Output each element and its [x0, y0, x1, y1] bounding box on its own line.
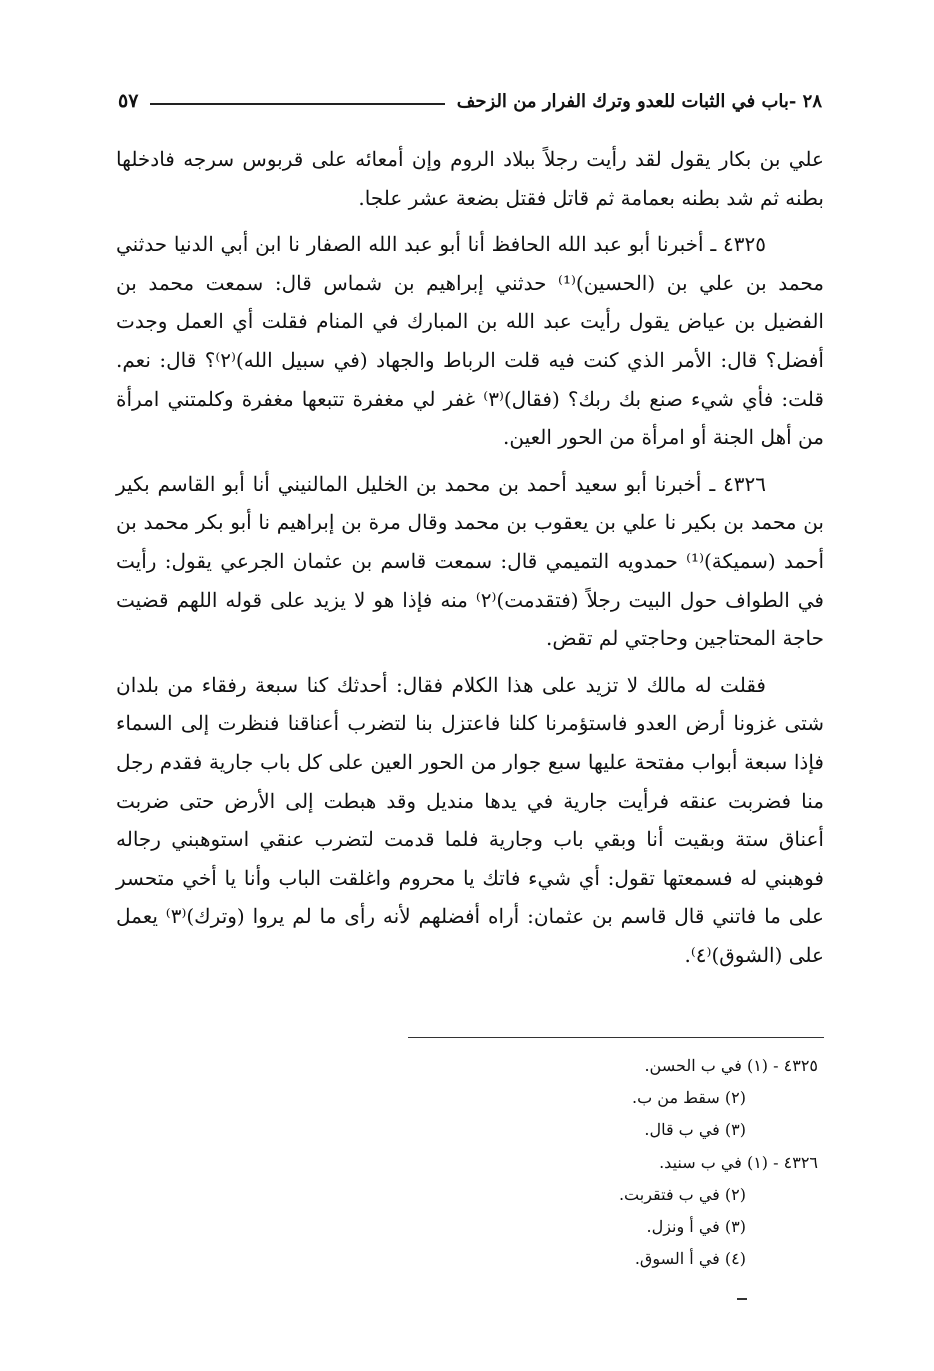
paragraph-text: أخبرنا أبو عبد الله الحافظ أنا أبو عبد الله الصفار نا ابن أبي الدنيا حدثني محمد بن علي بن (الحسين)⁽¹⁾ حدثني إبراهيم بن شماس قال: سمعت محمد بن الفضيل بن عياض يقول رأيت عبد الله بن المبارك في المنام فقلت أي العمل وجدت أفضل؟ قال: الأمر الذي كنت فيه قلت الرباط والجهاد (في سبيل الله)⁽٢⁾؟ قال: نعم. قلت: فأي شيء صنع بك ربك؟ (فقال)⁽٣⁾ غفر لي مغفرة تتبعها مغفرة وكلمتني امرأة من أهل الجنة أو امرأة من الحور العين.	[116, 232, 824, 450]
paragraph-continuation	[116, 140, 824, 217]
footnote-text: سقط من ب.	[632, 1088, 720, 1108]
page-number: ٥٧	[118, 90, 139, 112]
footnote-separator	[408, 1037, 824, 1038]
footnote-text: في ب سنيد.	[659, 1152, 742, 1172]
hadith-number: ٤٣٢٦	[723, 471, 767, 496]
footnote-ref: (٢)	[724, 1088, 746, 1108]
footnote-item	[398, 1114, 818, 1146]
page-end-mark	[737, 1298, 747, 1300]
footnote-ref: ٤٣٢٦ - (١)	[746, 1152, 818, 1172]
footnote-item	[398, 1179, 818, 1211]
footnote-item	[398, 1211, 818, 1243]
hadith-4326	[116, 465, 824, 658]
running-header	[118, 84, 822, 118]
footnote-ref: (٣)	[724, 1217, 746, 1237]
footnote-text: في أ ونزل.	[646, 1217, 720, 1237]
footnote-text: في ب الحسن.	[644, 1056, 742, 1075]
paragraph-text: علي بن بكار يقول لقد رأيت رجلاً ببلاد الروم وإن أمعائه على قربوس سرجه فادخلها بطنه ثم شد بطنه بعمامة ثم قاتل فقتل بضعة عشر علجا.	[116, 147, 824, 210]
footnotes	[398, 1050, 818, 1275]
footnote-ref: (٢)	[724, 1184, 746, 1204]
main-text	[116, 140, 824, 982]
hadith-dash: ـ	[701, 471, 716, 496]
footnote-item	[398, 1147, 818, 1179]
hadith-dash: ـ	[703, 232, 717, 257]
footnote-text: في ب فتقربت.	[618, 1184, 720, 1204]
hadith-4325	[116, 225, 824, 457]
header-rule	[150, 103, 444, 105]
footnote-item	[398, 1082, 818, 1114]
paragraph-text: فقلت له مالك لا تزيد على هذا الكلام فقال: أحدثك كنا سبعة رفقاء من بلدان شتى غزونا أرض العدو فاستؤمرنا كلنا فاعتزل بنا لتضرب أعناقنا فنظرت إلى السماء فإذا سبعة أبواب مفتحة عليها سبع جوار من الحور العين على كل باب جارية فقدم رجل منا فضربت عنقه فرأيت جارية في يدها منديل وقد هبطت إلى الأرض حتى ضربت أعناق ستة وبقيت أنا وبقي باب وجارية فلما قدمت لتضرب عنقي استوهبني رجاله فوهبني له فسمعتها تقول: أي شيء فاتك يا محروم واغلقت الباب وأنا يا أخي متحسر على ما فاتني قال قاسم بن عثمان: أراه أفضلهم لأنه رأى ما لم يروا (وترك)⁽٣⁾ يعمل على (الشوق)⁽٤⁾.	[116, 672, 824, 967]
footnote-item	[398, 1243, 818, 1275]
footnote-ref: (٣)	[724, 1120, 746, 1140]
footnote-item	[398, 1050, 818, 1082]
footnote-ref: (٤)	[724, 1249, 746, 1269]
footnote-text: في ب قال.	[644, 1120, 720, 1140]
chapter-title: ٢٨ -باب في الثبات للعدو وترك الفرار من الزحف	[456, 90, 822, 112]
paragraph-text: أخبرنا أبو سعيد أحمد بن محمد بن الخليل المالنيني أنا أبو القاسم بكير بن محمد بن بكير نا علي بن يعقوب بن محمد وقال مرة بن إبراهيم نا أبو بكر محمد بن أحمد (سميكة)⁽¹⁾ حمدويه التميمي قال: سمعت قاسم بن عثمان الجرعي يقول: رأيت في الطواف حول البيت رجلاً (فتقدمت)⁽٢⁾ منه فإذا هو لا يزيد على قوله اللهم قضيت حاجة المحتاجين وحاجتي لم تقض.	[116, 471, 824, 651]
hadith-number: ٤٣٢٥	[723, 232, 767, 257]
paragraph-story	[116, 666, 824, 975]
footnote-ref: ٤٣٢٥ - (١)	[746, 1056, 818, 1075]
footnote-text: في أ السوق.	[634, 1249, 720, 1269]
